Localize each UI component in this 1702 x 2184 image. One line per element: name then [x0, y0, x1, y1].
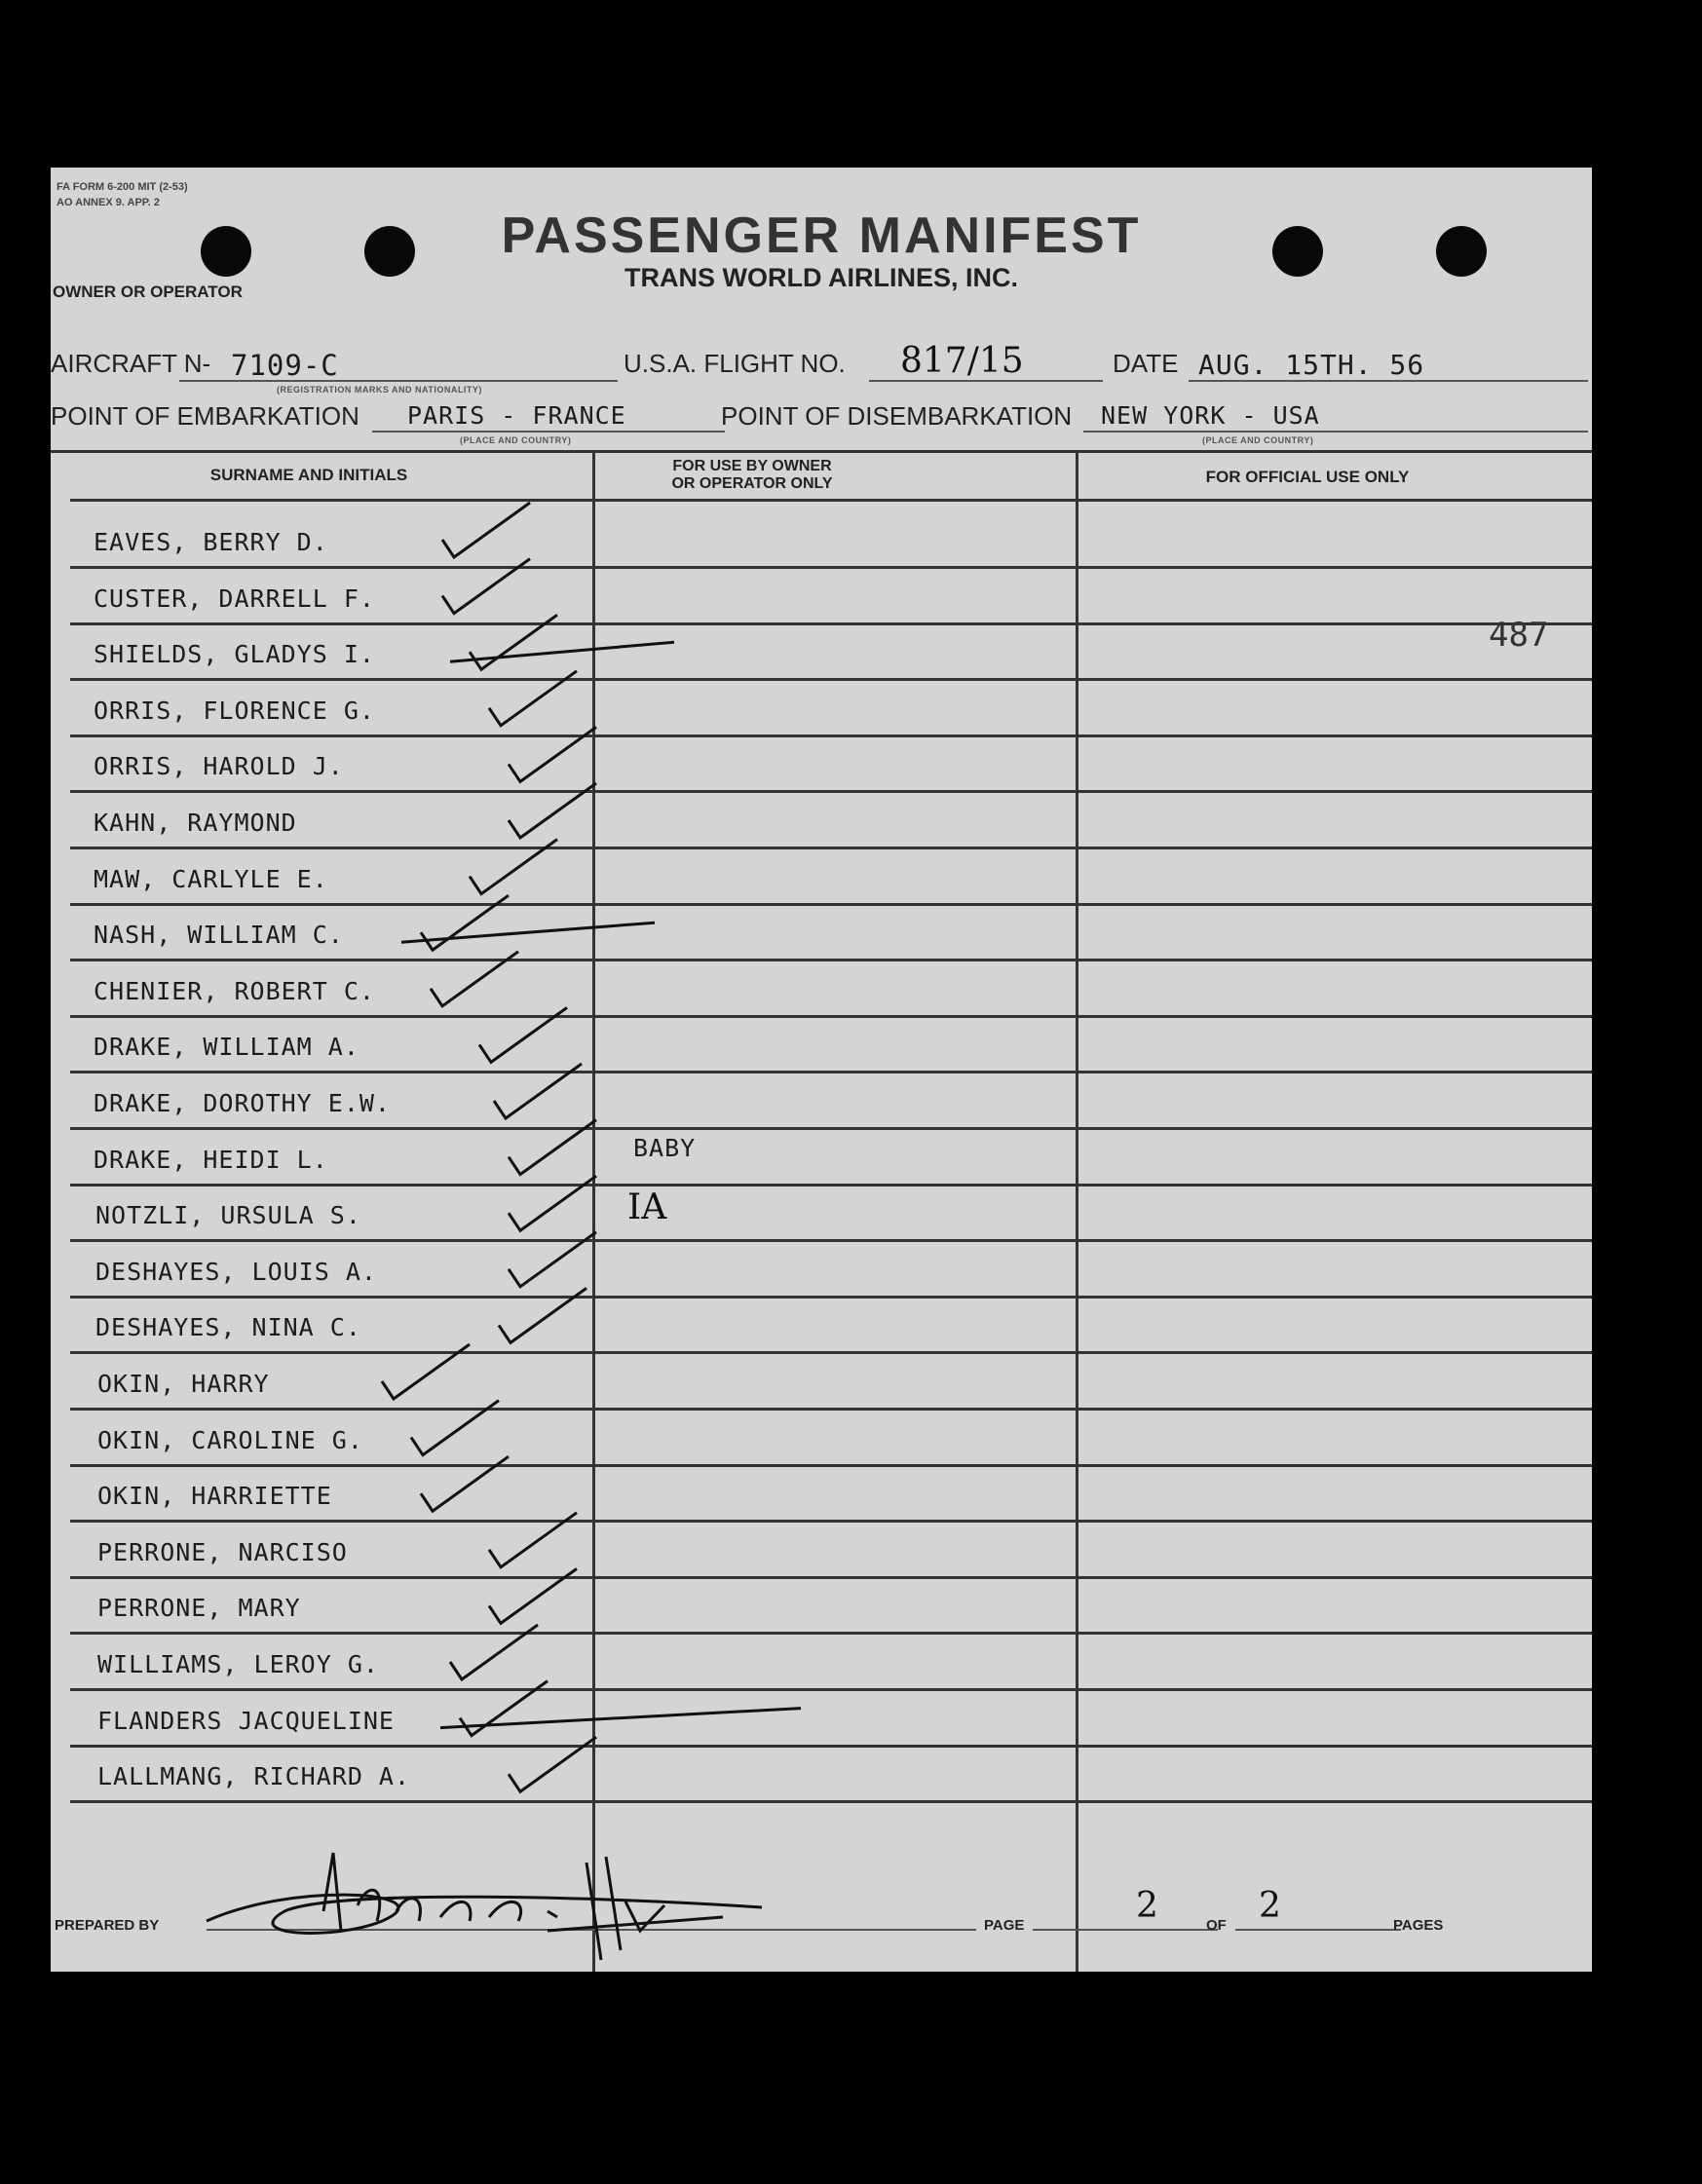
check-mark [450, 1625, 538, 1679]
date-label: DATE [1113, 349, 1179, 378]
check-mark [509, 783, 596, 838]
passenger-name: ORRIS, HAROLD J. [94, 752, 344, 780]
check-mark [450, 615, 674, 669]
check-mark [499, 1288, 586, 1342]
check-mark [509, 1176, 596, 1230]
aircraft-label: AIRCRAFT N- [51, 349, 211, 378]
disembarkation-sublabel: (PLACE AND COUNTRY) [1202, 435, 1314, 445]
of-label: OF [1206, 1917, 1227, 1934]
aircraft-value: 7109-C [231, 349, 339, 382]
passenger-name: DESHAYES, NINA C. [95, 1313, 361, 1341]
check-mark [442, 559, 530, 614]
check-mark [382, 1344, 470, 1399]
passenger-name: KAHN, RAYMOND [94, 809, 297, 837]
check-mark [509, 727, 596, 781]
check-mark [509, 1232, 596, 1287]
passenger-name: ORRIS, FLORENCE G. [94, 697, 375, 725]
check-mark [401, 895, 655, 950]
passenger-name: NASH, WILLIAM C. [94, 921, 344, 949]
col-header-surname: SURNAME AND INITIALS [209, 466, 408, 484]
passenger-name: PERRONE, MARY [97, 1594, 301, 1622]
check-mark [509, 1120, 596, 1175]
check-mark [479, 1007, 567, 1062]
owner-operator-label: OWNER OR OPERATOR [53, 282, 243, 301]
check-mark [489, 1513, 577, 1567]
check-marks [51, 168, 1592, 1972]
check-mark [489, 1568, 577, 1623]
aircraft-sublabel: (REGISTRATION MARKS AND NATIONALITY) [277, 385, 482, 395]
passenger-name: MAW, CARLYLE E. [94, 865, 328, 893]
passenger-name: OKIN, HARRY [97, 1370, 270, 1398]
of-line [1235, 1929, 1401, 1931]
airline-name: TRANS WORLD AIRLINES, INC. [624, 263, 1018, 292]
manifest-page [51, 168, 1592, 1972]
page-value: 2 [1136, 1886, 1158, 1926]
passenger-name: LALLMANG, RICHARD A. [97, 1762, 411, 1790]
passenger-name: DRAKE, HEIDI L. [94, 1146, 328, 1174]
check-mark [442, 503, 530, 557]
check-mark [440, 1681, 801, 1736]
embarkation-sublabel: (PLACE AND COUNTRY) [460, 435, 572, 445]
form-number-line1: FA FORM 6-200 MIT (2-53) [57, 181, 188, 193]
passenger-name: OKIN, HARRIETTE [97, 1482, 332, 1510]
page-line [1033, 1929, 1218, 1931]
passenger-name: OKIN, CAROLINE G. [97, 1426, 363, 1454]
date-value: AUG. 15TH. 56 [1198, 349, 1425, 381]
passenger-name: DESHAYES, LOUIS A. [95, 1258, 377, 1286]
check-mark [509, 1737, 596, 1791]
official-use-note: 487 [1489, 616, 1549, 655]
passenger-name: CHENIER, ROBERT C. [94, 977, 375, 1005]
passenger-name: CUSTER, DARRELL F. [94, 584, 375, 613]
col-header-owner-use-2: OR OPERATOR ONLY [671, 475, 833, 492]
passenger-name: DRAKE, WILLIAM A. [94, 1033, 359, 1061]
passenger-name: FLANDERS JACQUELINE [97, 1707, 395, 1735]
pages-label: PAGES [1393, 1917, 1444, 1934]
check-mark [431, 952, 518, 1006]
prepared-by-label: PREPARED BY [55, 1917, 160, 1934]
passenger-name: WILLIAMS, LEROY G. [97, 1650, 379, 1678]
form-number-line2: AO ANNEX 9. APP. 2 [57, 197, 160, 208]
check-mark [470, 840, 557, 894]
flight-label: U.S.A. FLIGHT NO. [624, 349, 846, 378]
passenger-owner-note: IA [627, 1187, 667, 1227]
flight-value: 817/15 [900, 341, 1024, 381]
page-label: PAGE [984, 1917, 1025, 1934]
disembarkation-value: NEW YORK - USA [1101, 401, 1320, 430]
of-value: 2 [1259, 1886, 1281, 1926]
passenger-name: PERRONE, NARCISO [97, 1538, 348, 1566]
col-header-official-use: FOR OFFICIAL USE ONLY [1205, 468, 1410, 486]
check-mark [494, 1064, 582, 1118]
passenger-name: SHIELDS, GLADYS I. [94, 640, 375, 668]
check-mark [421, 1456, 509, 1511]
col-header-owner-use-1: FOR USE BY OWNER [672, 458, 832, 474]
passenger-name: EAVES, BERRY D. [94, 528, 328, 556]
passenger-name: NOTZLI, URSULA S. [95, 1201, 361, 1229]
signature [177, 1824, 898, 1970]
passenger-owner-note: BABY [633, 1134, 697, 1162]
passenger-name: DRAKE, DOROTHY E.W. [94, 1089, 391, 1117]
disembarkation-label: POINT OF DISEMBARKATION [721, 401, 1073, 431]
check-mark [489, 671, 577, 726]
check-mark [411, 1401, 499, 1455]
page-title: PASSENGER MANIFEST [501, 207, 1142, 264]
embarkation-label: POINT OF EMBARKATION [51, 401, 359, 431]
embarkation-value: PARIS - FRANCE [407, 401, 626, 430]
